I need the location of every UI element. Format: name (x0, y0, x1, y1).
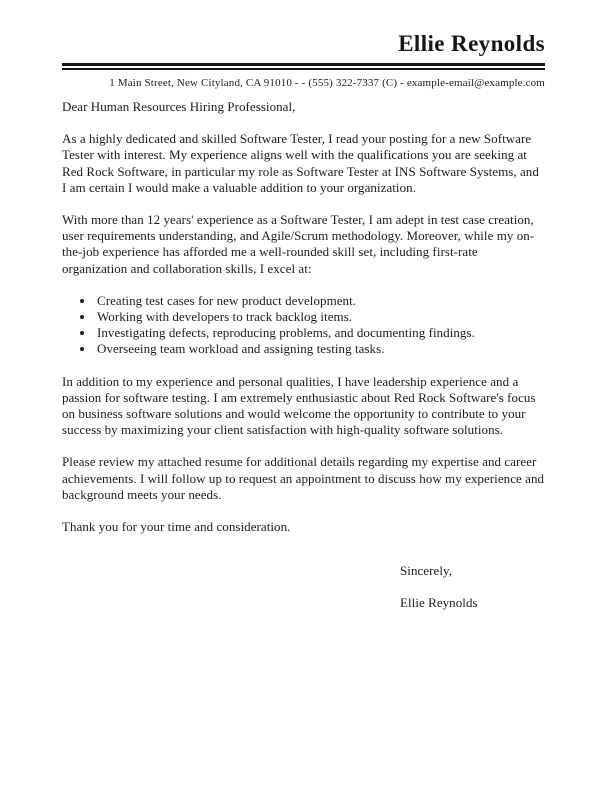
bullet-item: • Investigating defects, reproducing problems, and documenting findings. (95, 325, 545, 341)
body-paragraph: As a highly dedicated and skilled Software Tester, I read your posting for a new Software Tester with interest. My experience aligns well with the qualifications you are seeking at Red Rock Software, in particular my role as Software Tester at INS Software Systems, and I am certain I would make a valuable addition to your organization. (62, 131, 539, 195)
bullet-item: • Creating test cases for new product development. (95, 293, 545, 309)
body-paragraph: Thank you for your time and consideration. (62, 519, 291, 535)
letterhead-divider (62, 63, 545, 70)
closing-block (400, 563, 545, 611)
bullet-item: • Overseeing team workload and assigning testing tasks. (95, 341, 545, 357)
body-paragraph: With more than 12 years' experience as a Software Tester, I am adept in test case creation, user requirements understanding, and Agile/Scrum methodology. Moreover, while my on-the-job experience has afforded me a well-rounded skill set, including first-rate organization and collaboration skills, I excel at: (62, 212, 535, 276)
letterhead (62, 30, 545, 89)
signature-name: Ellie Reynolds (400, 595, 478, 611)
closing-phrase: Sincerely, (400, 563, 452, 579)
bullet-item: • Working with developers to track backlog items. (95, 309, 545, 325)
body-paragraph: In addition to my experience and personal qualities, I have leadership experience and a passion for software testing. I am extremely enthusiastic about Red Rock Software's focus on business software solutions and would welcome the opportunity to contribute to your success by maximizing your client satisfaction with high-quality software solutions. (62, 373, 536, 438)
skills-bullet-list (62, 293, 545, 358)
salutation: Dear Human Resources Hiring Professional, (62, 99, 296, 114)
contact-line: 1 Main Street, New Cityland, CA 91010 - - (555) 322-7337 (C) - example-email@example.com (109, 77, 545, 89)
body-paragraph: Please review my attached resume for additional details regarding my expertise and career achievements. I will follow up to request an appointment to discuss how my experience and background meets your needs. (62, 454, 545, 502)
applicant-name-heading: Ellie Reynolds (398, 31, 545, 56)
letter-body (62, 99, 545, 612)
